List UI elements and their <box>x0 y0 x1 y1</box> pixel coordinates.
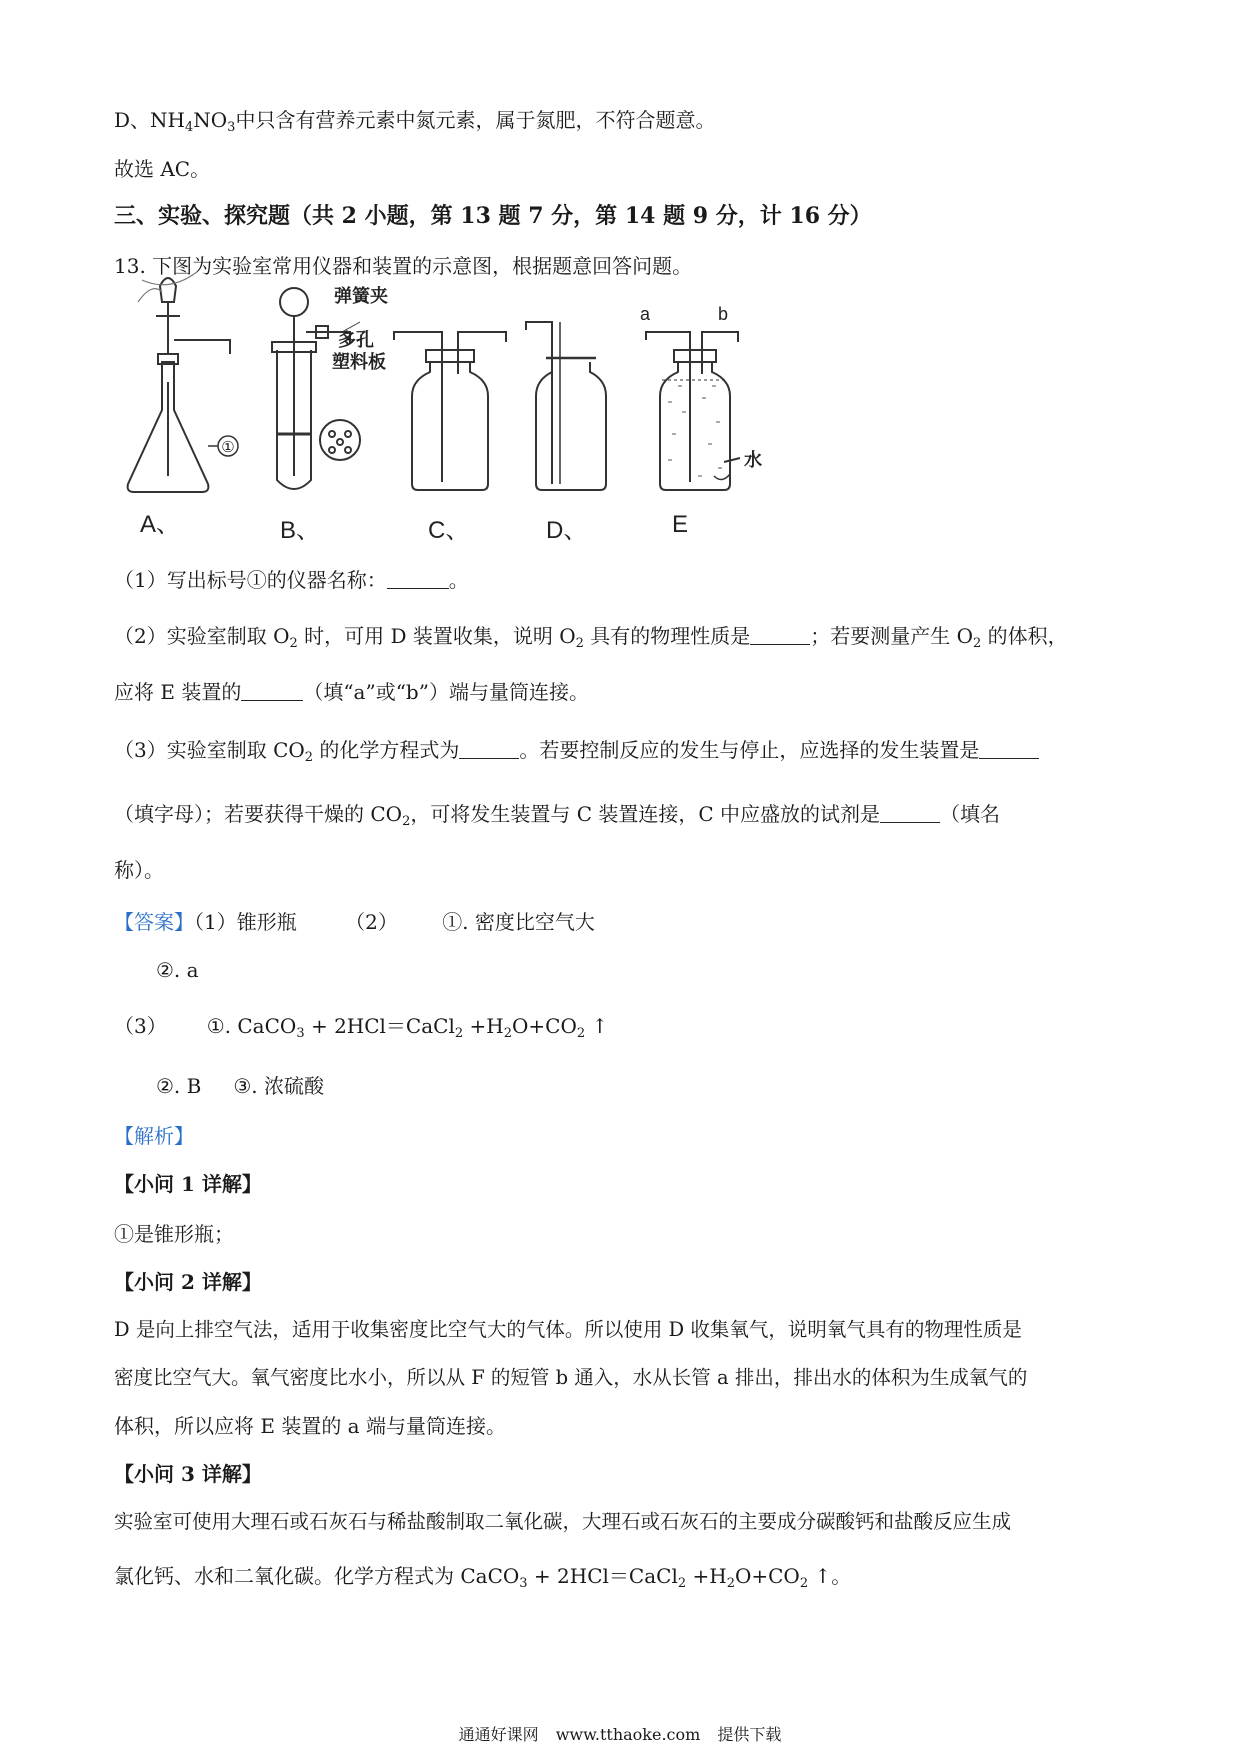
sub-question-3-text-1: 实验室可使用大理石或石灰石与稀盐酸制取二氧化碳，大理石或石灰石的主要成分碳酸钙和盐酸反应生成 <box>114 1510 1012 1533</box>
apparatus-d <box>526 322 606 544</box>
apparatus-b <box>272 285 388 544</box>
label-circle-1: ① <box>221 438 235 456</box>
answer-line-2: ②. a <box>156 958 199 982</box>
apparatus-a <box>128 274 238 538</box>
answer-line-3: （3） ①. CaCO$_3$ + 2HCl＝CaCl$_2$ $+H_2O+CO_2$ ↑ <box>114 1014 609 1041</box>
answer-tag: 【答案】 <box>114 910 194 934</box>
label-e-a: a <box>640 304 651 324</box>
answer-blank <box>750 624 810 645</box>
answer-blank <box>241 680 303 701</box>
sub-question-2-heading: 【小问 2 详解】 <box>114 1270 262 1294</box>
answer-blank <box>459 738 519 759</box>
analysis-tag: 【解析】 <box>114 1124 194 1148</box>
answer-line-1: 【答案】（1）锥形瓶 （2） ①. 密度比空气大 <box>114 910 595 934</box>
sub-question-2-text-2: 密度比空气大。氧气密度比水小，所以从 F 的短管 b 通入，水从长管 a 排出，排出水的体积为生成氧气的 <box>114 1366 1028 1389</box>
label-porous: 多孔 <box>338 330 374 351</box>
label-d: D、 <box>546 517 588 544</box>
page-footer <box>0 1722 1240 1745</box>
footer-site-name: 通通好课网 <box>458 1725 539 1744</box>
choose-line: 故选 AC。 <box>114 157 211 181</box>
q2-line-2: 应将 E 装置的 （填“a”或“b”）端与量筒连接。 <box>114 680 589 704</box>
section-title: 三、实验、探究题（共 2 小题，第 13 题 7 分，第 14 题 9 分，计 16 分） <box>114 203 872 229</box>
answer-blank <box>880 802 940 823</box>
label-e-b: b <box>718 304 729 324</box>
q1-line: （1）写出标号①的仪器名称： 。 <box>114 568 469 592</box>
water-fill <box>668 386 722 476</box>
sub-question-2-text-1: D 是向上排空气法，适用于收集密度比空气大的气体。所以使用 D 收集氧气，说明氧气具有的物理性质是 <box>114 1318 1022 1341</box>
q3-line-2: （填字母）；若要获得干燥的 $CO_2$，可将发生装置与 C 装置连接，C 中应盛放的试剂是 （填名 <box>114 802 1001 829</box>
label-e: E <box>672 511 689 538</box>
sub-question-3-text-2: 氯化钙、水和二氧化碳。化学方程式为 CaCO$_3$ + 2HCl＝CaCl$_2$ $+H_2O+CO_2$ ↑。 <box>114 1564 852 1591</box>
label-plastic-plate: 塑料板 <box>332 352 386 373</box>
d-option-line: D、$NH_4NO_3$中只含有营养元素中氮元素，属于氮肥，不符合题意。 <box>114 108 716 135</box>
label-c: C、 <box>428 517 470 544</box>
sub-question-1-heading: 【小问 1 详解】 <box>114 1172 262 1196</box>
label-b: B、 <box>280 517 321 544</box>
sub-question-1-text: ①是锥形瓶； <box>114 1222 234 1246</box>
label-a: A、 <box>140 511 181 538</box>
apparatus-a-funnel <box>160 278 176 302</box>
sub-question-2-text-3: 体积，所以应将 E 装置的 a 端与量筒连接。 <box>114 1414 506 1438</box>
q3-line-1: （3）实验室制取 $CO_2$ 的化学方程式为 。若要控制反应的发生与停止，应选择的发生装置是 <box>114 736 1039 764</box>
footer-download: 提供下载 <box>717 1725 782 1744</box>
apparatus-b-funnel <box>280 288 308 316</box>
question-13-stem: 13. 下图为实验室常用仪器和装置的示意图，根据题意回答问题。 <box>114 254 693 278</box>
label-water: 水 <box>744 450 762 471</box>
q2-line-1: （2）实验室制取 $O_2$ 时，可用 D 装置收集，说明 $O_2$ 具有的物理性质是 ；若要测量产生 $O_2$ 的体积， <box>114 624 1068 651</box>
answer-line-4: ②. B ③. 浓硫酸 <box>156 1074 324 1098</box>
answer-blank <box>387 568 449 589</box>
sub-question-3-heading: 【小问 3 详解】 <box>114 1462 262 1486</box>
q3-line-3: 称）。 <box>114 858 164 882</box>
footer-url[interactable]: www.tthaoke.com <box>555 1725 701 1744</box>
apparatus-figure <box>112 262 832 544</box>
apparatus-e <box>640 304 762 538</box>
apparatus-c <box>394 332 506 544</box>
answer-blank <box>979 738 1039 759</box>
label-spring-clip: 弹簧夹 <box>334 286 388 307</box>
